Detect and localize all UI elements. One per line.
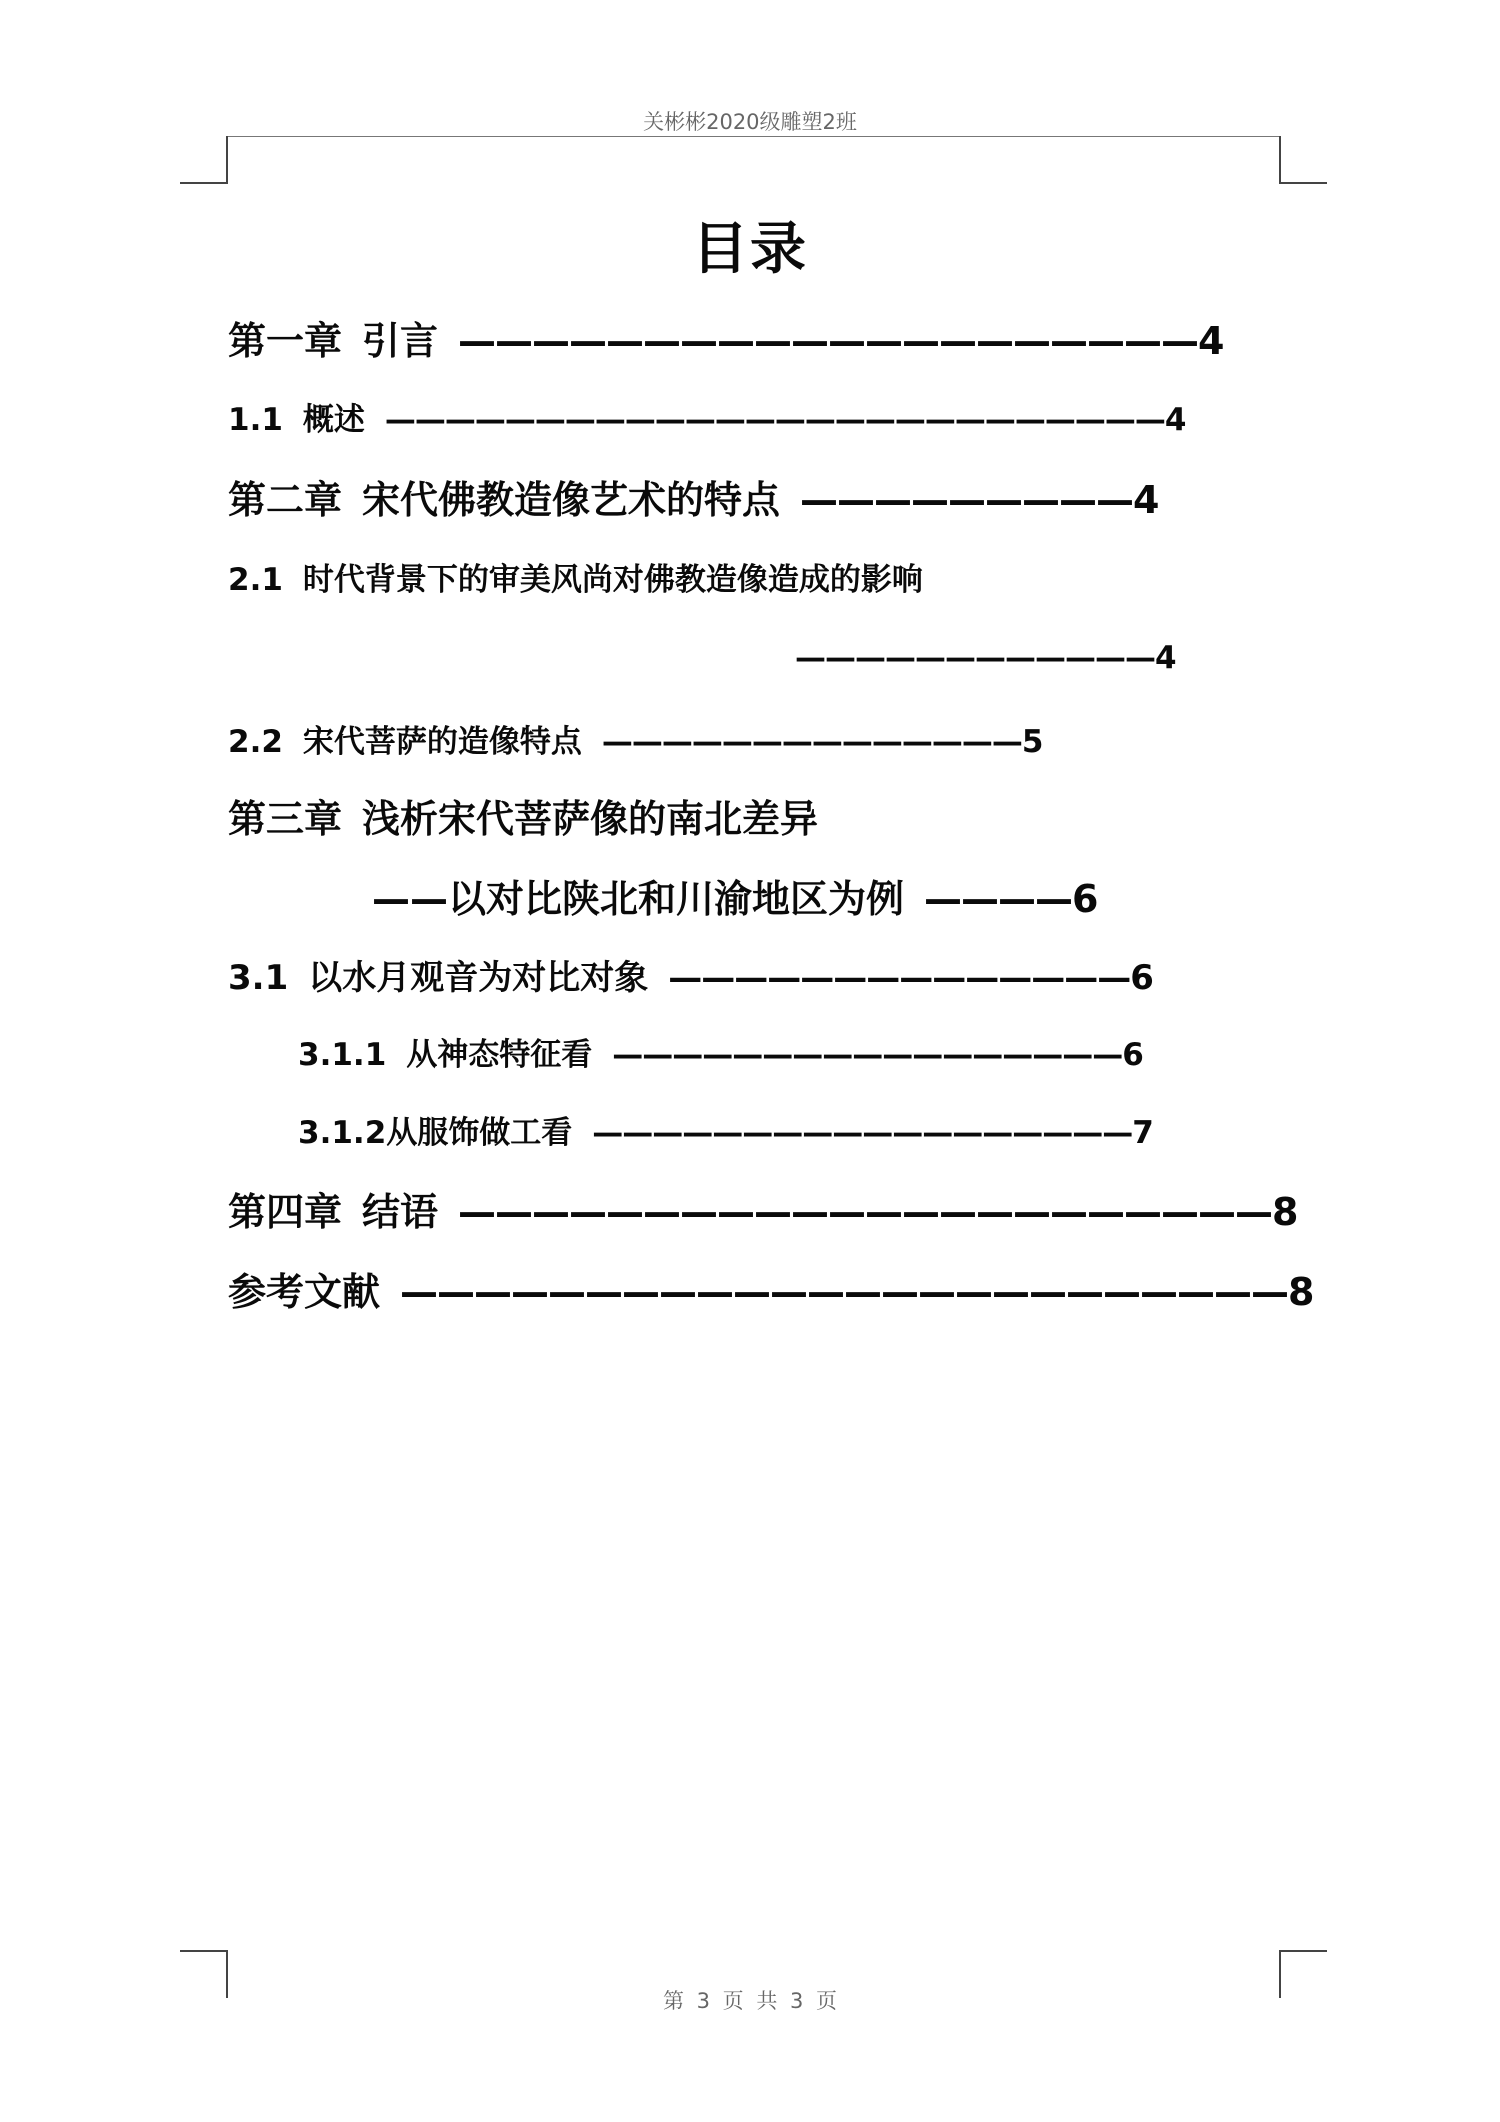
- toc-entry-section-3-1[interactable]: [228, 958, 1154, 998]
- toc-entry-section-2-2[interactable]: [228, 724, 1044, 760]
- toc-entry-leader: ————————————————————————: [400, 1270, 1289, 1314]
- toc-entry-leader: —————————————————: [612, 1037, 1123, 1073]
- toc-entry-number: 第一章: [228, 319, 343, 363]
- toc-entry-subsection-3-1-2[interactable]: [298, 1115, 1154, 1151]
- toc-entry-number: 1.1: [228, 402, 283, 438]
- toc-entry-title: 时代背景下的审美风尚对佛教造像造成的影响: [302, 562, 923, 598]
- toc-entry-number: 3.1.1: [298, 1037, 387, 1073]
- toc-entry-section-2-1-continuation[interactable]: [795, 640, 1177, 676]
- toc-entry-page: 6: [1072, 877, 1099, 921]
- toc-entry-section-2-1[interactable]: [228, 562, 923, 598]
- toc-entry-number: 3.1: [228, 958, 289, 998]
- toc-title: 目录: [692, 217, 808, 282]
- toc-entry-number: 第三章: [228, 797, 343, 841]
- toc-entry-leader: —————————: [800, 478, 1134, 522]
- toc-entry-number: 第四章: [228, 1190, 343, 1234]
- toc-entry-page: 6: [1122, 1037, 1144, 1073]
- toc-entry-title: 以水月观音为对比对象: [308, 958, 649, 998]
- toc-entry-number: 第二章: [228, 478, 343, 522]
- toc-entry-chapter-2[interactable]: [228, 478, 1160, 522]
- toc-entry-title: 宋代菩萨的造像特点: [302, 724, 582, 760]
- toc-entry-page: 6: [1130, 958, 1154, 998]
- crop-mark-top-left: [180, 136, 228, 184]
- toc-entry-page: 8: [1272, 1190, 1299, 1234]
- toc-entry-title: 引言: [362, 319, 439, 363]
- toc-entry-chapter-3[interactable]: [228, 797, 819, 841]
- toc-entry-title: 从神态特征看: [406, 1037, 593, 1073]
- toc-entry-leader: ——————————————————————: [458, 1190, 1273, 1234]
- toc-entry-leader: ——————————————————: [592, 1115, 1133, 1151]
- toc-entry-page: 8: [1288, 1270, 1315, 1314]
- toc-entry-leader: ————————————: [795, 640, 1155, 676]
- toc-entry-page: 4: [1198, 319, 1225, 363]
- toc-entry-chapter-3-subtitle[interactable]: [372, 877, 1099, 921]
- toc-entry-page: 4: [1133, 478, 1160, 522]
- toc-entry-leader: ——————————————————————————: [384, 402, 1165, 438]
- toc-entry-subtitle: ——以对比陕北和川渝地区为例: [372, 877, 905, 921]
- toc-entry-subsection-3-1-1[interactable]: [298, 1037, 1144, 1073]
- toc-entry-title: 概述: [302, 402, 365, 438]
- toc-entry-section-1-1[interactable]: [228, 402, 1187, 438]
- toc-entry-leader: ————————————————————: [458, 319, 1199, 363]
- toc-entry-chapter-1[interactable]: [228, 319, 1225, 363]
- page-footer: 第 3 页 共 3 页: [662, 1989, 838, 2013]
- header-rule: [226, 136, 1279, 137]
- toc-entry-chapter-4[interactable]: [228, 1190, 1299, 1234]
- toc-entry-page: 4: [1155, 640, 1177, 676]
- crop-mark-top-right: [1279, 136, 1327, 184]
- toc-entry-leader: ——————————————: [601, 724, 1022, 760]
- toc-entry-number: 3.1.2: [298, 1115, 387, 1151]
- toc-entry-number: 参考文献: [228, 1270, 381, 1314]
- toc-entry-page: 5: [1021, 724, 1044, 760]
- toc-entry-references[interactable]: [228, 1270, 1315, 1314]
- toc-entry-page: 7: [1132, 1115, 1154, 1151]
- page-header: 关彬彬2020级雕塑2班: [643, 110, 857, 134]
- toc-entry-page: 4: [1164, 402, 1187, 438]
- toc-entry-title: 结语: [362, 1190, 439, 1234]
- toc-entry-title: 浅析宋代菩萨像的南北差异: [362, 797, 819, 841]
- toc-entry-title: 宋代佛教造像艺术的特点: [362, 478, 781, 522]
- toc-entry-leader: ——————————————: [668, 958, 1131, 998]
- toc-entry-title: 从服饰做工看: [386, 1115, 573, 1151]
- toc-entry-number: 2.2: [228, 724, 283, 760]
- toc-entry-leader: ————: [924, 877, 1073, 921]
- toc-entry-number: 2.1: [228, 562, 283, 598]
